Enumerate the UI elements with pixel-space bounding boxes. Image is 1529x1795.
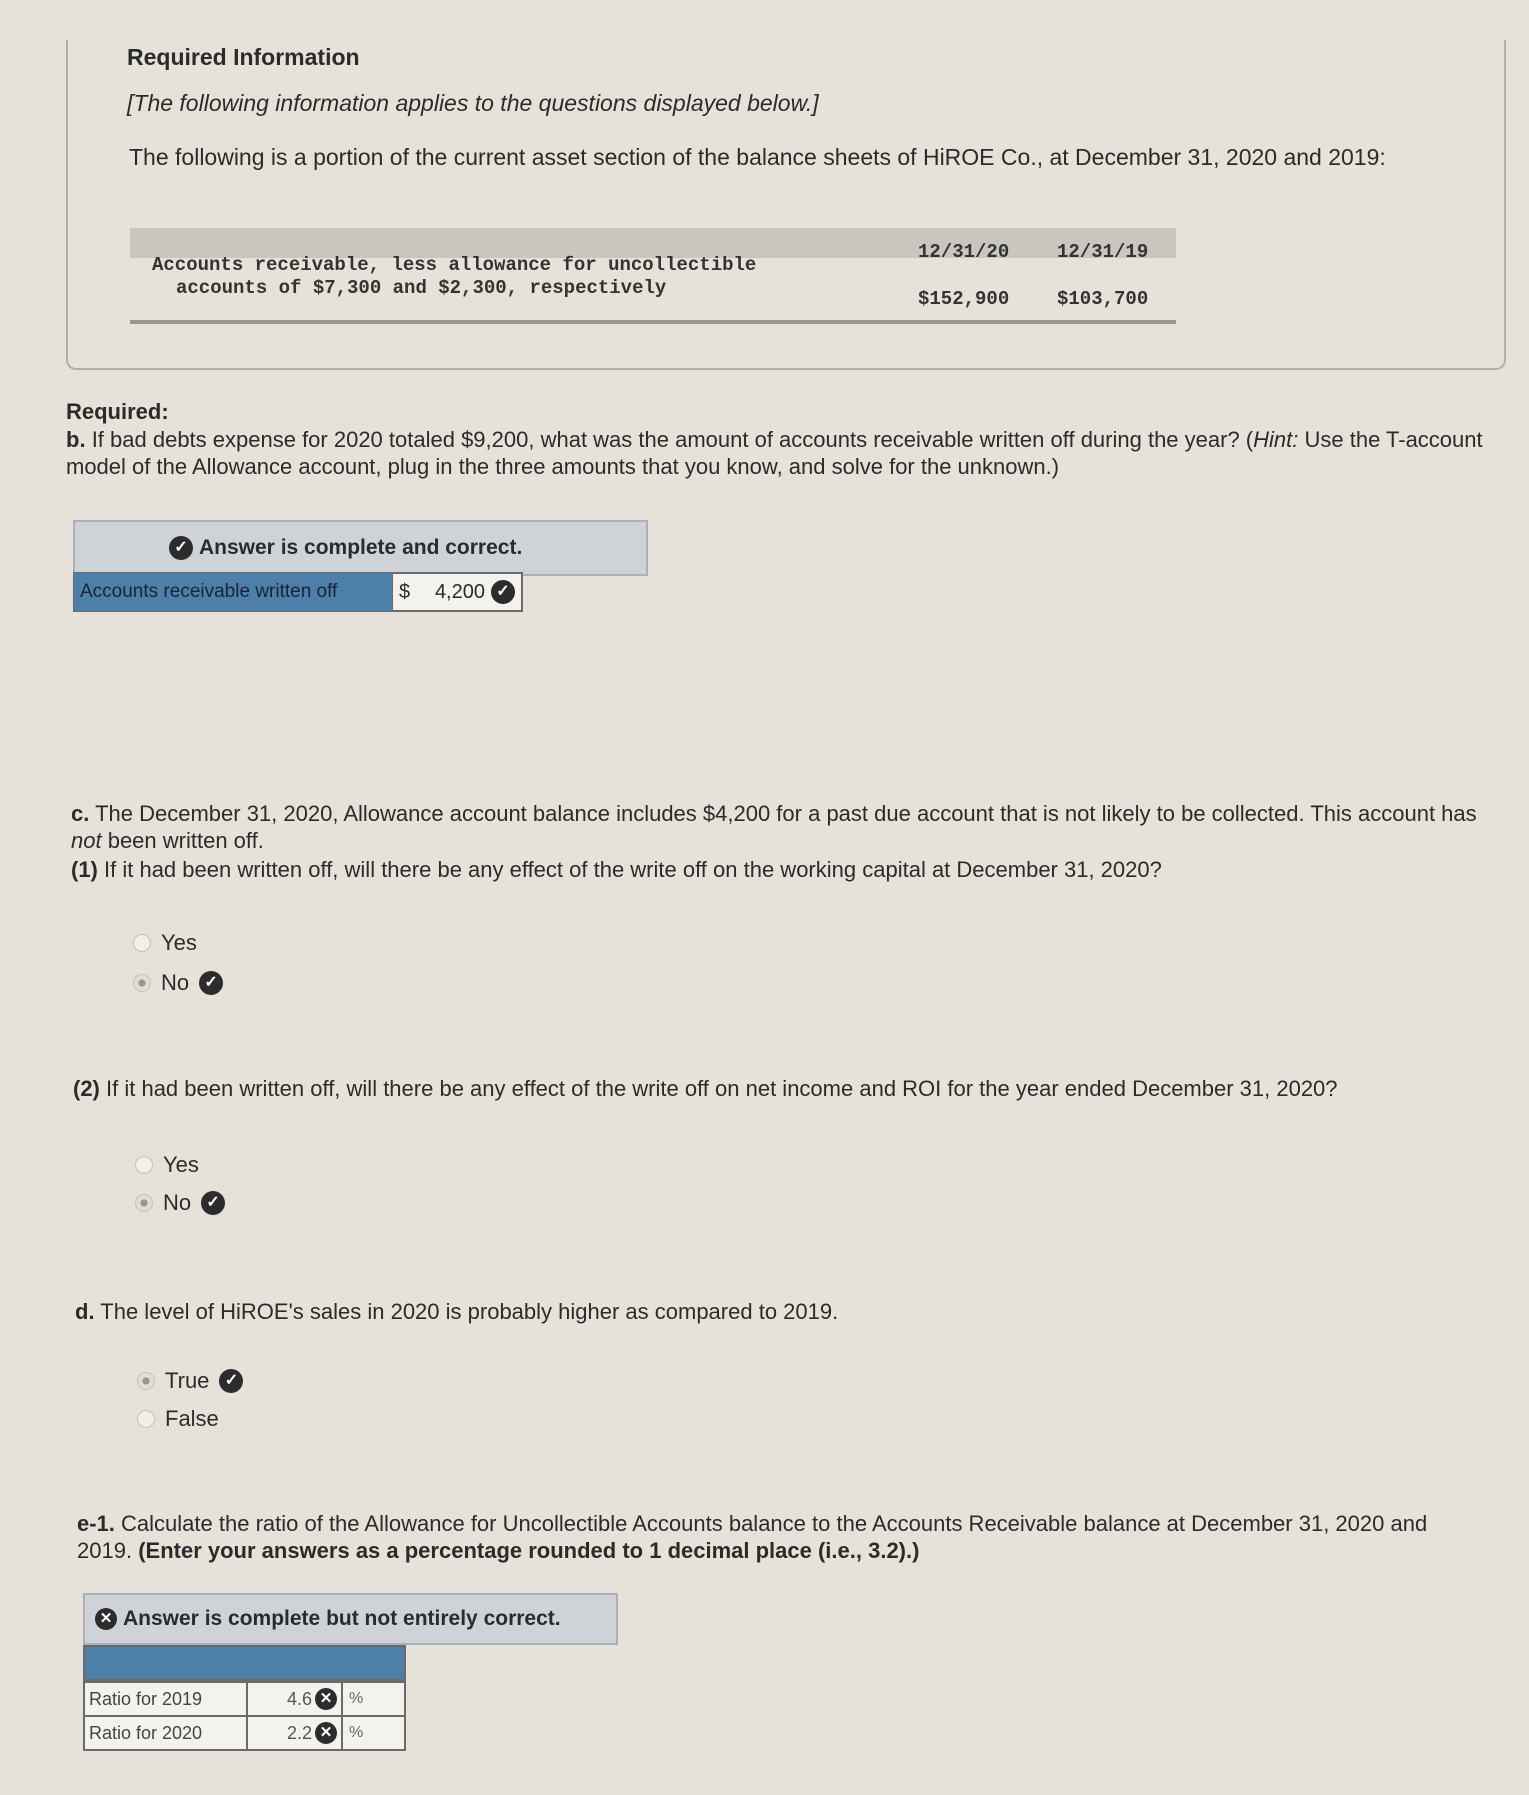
question-c1-text: If it had been written off, will there be any effect of the write off on the working capital at December 31, 2020? <box>104 857 1162 882</box>
c2-option-yes-label: Yes <box>163 1152 199 1177</box>
accounts-receivable-written-off-input[interactable] <box>393 572 523 612</box>
ratio-2020-unit: % <box>343 1715 406 1751</box>
ratio-2019-value: 4.6 <box>286 1688 312 1709</box>
ratio-table-header <box>83 1645 406 1681</box>
check-circle-icon: ✓ <box>199 971 223 995</box>
question-c-not: not <box>71 828 102 853</box>
check-circle-icon: ✓ <box>219 1369 243 1393</box>
column-header-2019: 12/31/19 <box>1057 241 1149 263</box>
question-b-text: If bad debts expense for 2020 totaled $9,200, what was the amount of accounts receivable written off during the year? ( <box>91 427 1254 452</box>
accounts-receivable-written-off-label: Accounts receivable written off <box>73 572 393 612</box>
check-circle-icon: ✓ <box>201 1191 225 1215</box>
value-2019: $103,700 <box>1057 288 1149 310</box>
c1-option-yes[interactable] <box>133 930 197 956</box>
x-circle-icon: ✕ <box>95 1608 117 1630</box>
d-option-false[interactable] <box>137 1406 219 1432</box>
c1-option-no-label: No <box>161 970 190 995</box>
question-d-prefix: d. <box>75 1299 95 1324</box>
ratio-2019-unit: % <box>343 1681 406 1717</box>
question-e1 <box>77 1510 1477 1564</box>
x-circle-icon: ✕ <box>315 1688 337 1710</box>
radio-button[interactable] <box>133 934 151 952</box>
c2-option-no[interactable] <box>135 1190 225 1216</box>
row-label-line-2: accounts of $7,300 and $2,300, respectively <box>176 277 667 299</box>
answer-e1-banner <box>83 1593 618 1645</box>
question-d-text: The level of HiROE's sales in 2020 is probably higher as compared to 2019. <box>100 1299 839 1324</box>
question-c-prefix: c. <box>71 801 90 826</box>
ratio-row-2019 <box>83 1681 406 1717</box>
currency-symbol: $ <box>399 580 411 603</box>
ratio-2019-input[interactable] <box>248 1681 343 1717</box>
radio-button-selected[interactable] <box>133 974 151 992</box>
written-off-value: 4,200 <box>434 580 485 603</box>
d-option-false-label: False <box>165 1406 219 1431</box>
ratio-row-2020 <box>83 1715 406 1751</box>
question-c1-prefix: (1) <box>71 857 98 882</box>
check-circle-icon: ✓ <box>491 580 515 604</box>
question-c2-text: If it had been written off, will there be any effect of the write off on net income and ROI for the year ended December 31, 2020? <box>106 1076 1338 1101</box>
question-c-text-2: been written off. <box>101 828 264 853</box>
question-b-prefix: b. <box>66 427 86 452</box>
required-heading: Required: <box>66 399 169 424</box>
c1-option-no[interactable] <box>133 970 223 996</box>
check-circle-icon: ✓ <box>169 536 193 560</box>
question-c2 <box>73 1075 1493 1102</box>
question-c2-prefix: (2) <box>73 1076 100 1101</box>
radio-button[interactable] <box>137 1410 155 1428</box>
answer-b-row <box>73 572 523 612</box>
question-d <box>75 1298 1475 1325</box>
c2-option-no-label: No <box>163 1190 192 1215</box>
information-intro: The following is a portion of the current asset section of the balance sheets of HiROE Co., at December 31, 2020 and 2019: <box>129 144 1386 170</box>
radio-button-selected[interactable] <box>135 1194 153 1212</box>
question-b-text-2: Use the T-account model of the Allowance account, plug in the three amounts that you know, and solve for the unknown.) <box>66 427 1483 479</box>
balance-sheet-rule <box>130 320 1176 324</box>
ratio-2020-value: 2.2 <box>286 1722 312 1743</box>
question-c <box>71 800 1491 854</box>
answer-e1-banner-text: Answer is complete but not entirely correct. <box>123 1607 561 1630</box>
information-note: [The following information applies to the questions displayed below.] <box>127 90 819 116</box>
balance-sheet-row-label <box>152 254 812 300</box>
x-circle-icon: ✕ <box>315 1722 337 1744</box>
question-e1-text: Calculate the ratio of the Allowance for Uncollectible Accounts balance to the Accounts Receivable balance at December 31, 2020 and 2019. <box>77 1511 1428 1563</box>
d-option-true-label: True <box>165 1368 210 1393</box>
question-e1-prefix: e-1. <box>77 1511 115 1536</box>
c1-option-yes-label: Yes <box>161 930 197 955</box>
radio-button-selected[interactable] <box>137 1372 155 1390</box>
question-c1 <box>71 856 1491 883</box>
question-b-hint: Hint: <box>1253 427 1299 452</box>
ratio-2020-label: Ratio for 2020 <box>83 1715 248 1751</box>
d-option-true[interactable] <box>137 1368 243 1394</box>
answer-b-banner <box>73 520 648 576</box>
question-b <box>66 426 1486 480</box>
ratio-2020-input[interactable] <box>248 1715 343 1751</box>
ratio-2019-label: Ratio for 2019 <box>83 1681 248 1717</box>
column-header-2020: 12/31/20 <box>918 241 1010 263</box>
value-2020: $152,900 <box>918 288 1010 310</box>
row-label-line-1: Accounts receivable, less allowance for uncollectible <box>152 254 757 276</box>
radio-button[interactable] <box>135 1156 153 1174</box>
question-e1-instruction: (Enter your answers as a percentage rounded to 1 decimal place (i.e., 3.2).) <box>138 1538 920 1563</box>
required-information-heading: Required Information <box>127 44 360 70</box>
answer-b-banner-text: Answer is complete and correct. <box>199 536 523 559</box>
question-c-text-1: The December 31, 2020, Allowance account balance includes $4,200 for a past due account that is not likely to be collected. This account has <box>95 801 1477 826</box>
c2-option-yes[interactable] <box>135 1152 199 1178</box>
